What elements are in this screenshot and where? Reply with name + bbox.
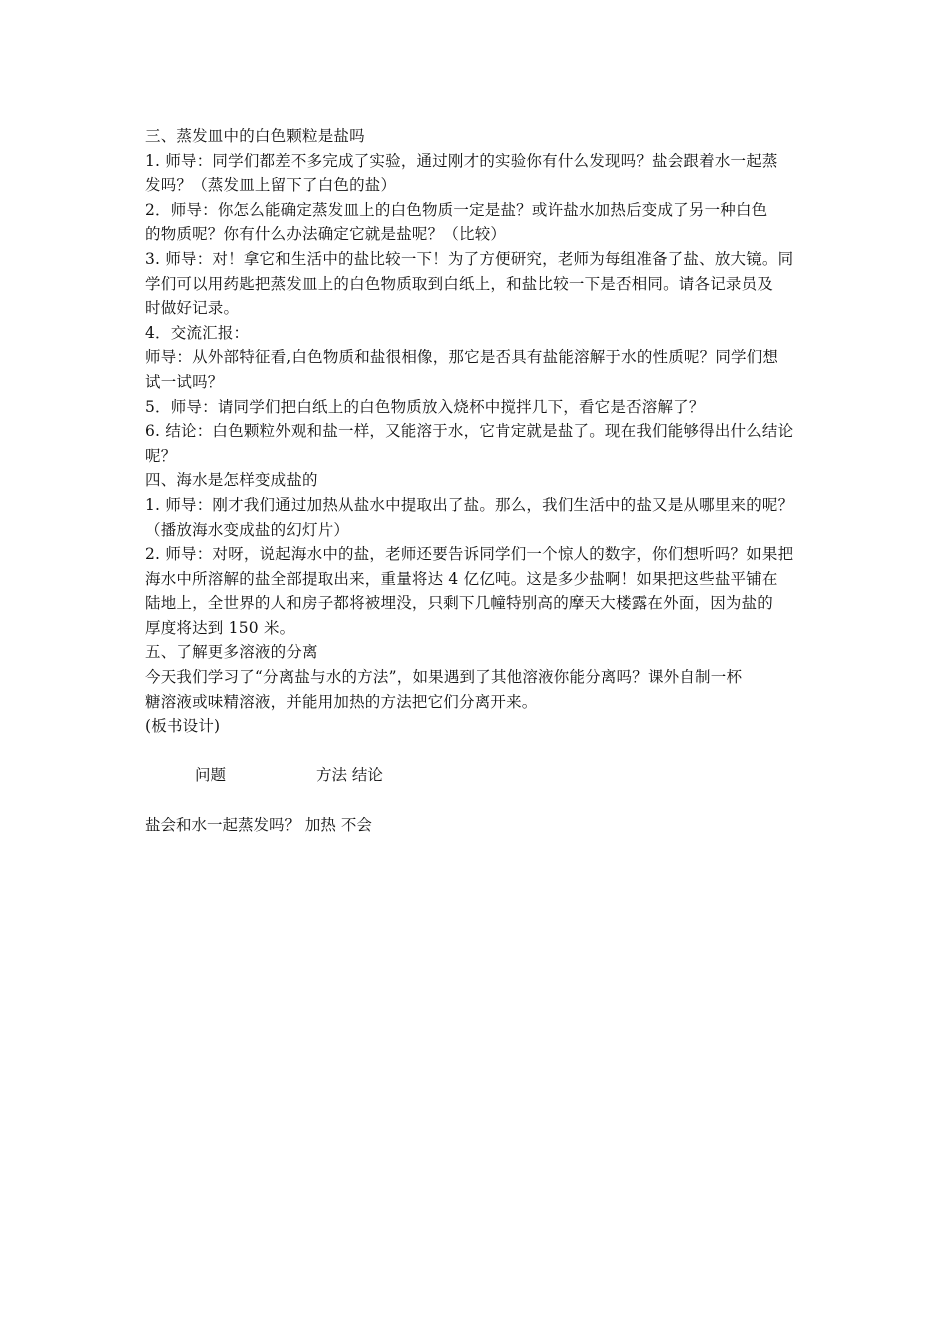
paragraph-line: 今天我们学习了“分离盐与水的方法”，如果遇到了其他溶液你能分离吗？课外自制一杯 — [145, 668, 743, 687]
board-table-row: 盐会和水一起蒸发吗？ 加热 不会 — [145, 815, 372, 834]
paragraph-line: （播放海水变成盐的幻灯片） — [145, 520, 350, 539]
paragraph-line: 糖溶液或味精溶液，并能用加热的方法把它们分离开来。 — [145, 692, 538, 711]
paragraph-line: 海水中所溶解的盐全部提取出来，重量将达 4 亿亿吨。这是多少盐啊！如果把这些盐平铺在 — [145, 569, 778, 588]
paragraph-line: 厚度将达到 150 米。 — [145, 618, 296, 637]
blank-line — [145, 739, 815, 763]
paragraph-line: 5．师导：请同学们把白纸上的白色物质放入烧杯中搅拌几下，看它是否溶解了？ — [145, 397, 705, 416]
paragraph-line: 试一试吗？ — [145, 372, 224, 391]
paragraph-line: 发吗？（蒸发皿上留下了白色的盐） — [145, 176, 397, 195]
paragraph-line: 师导：从外部特征看,白色物质和盐很相像，那它是否具有盐能溶解于水的性质呢？同学们想 — [145, 348, 779, 367]
paragraph-line: 4．交流汇报： — [145, 323, 250, 342]
paragraph-line: 1. 师导：刚才我们通过加热从盐水中提取出了盐。那么，我们生活中的盐又是从哪里来的呢？ — [145, 495, 794, 514]
document-body — [145, 124, 815, 837]
section-heading-4: 四、海水是怎样变成盐的 — [145, 471, 318, 490]
paragraph-line: 6. 结论：白色颗粒外观和盐一样，又能溶于水，它肯定就是盐了。现在我们能够得出什么结论 — [145, 422, 794, 441]
header-question: 问题 — [195, 765, 227, 784]
paragraph-line: 时做好记录。 — [145, 299, 240, 318]
paragraph-line: 2．师导：你怎么能确定蒸发皿上的白色物质一定是盐？或许盐水加热后变成了另一种白色 — [145, 200, 768, 219]
paragraph-line: 1. 师导：同学们都差不多完成了实验，通过刚才的实验你有什么发现吗？盐会跟着水一起蒸 — [145, 151, 778, 170]
board-table-header — [145, 763, 815, 789]
paragraph-line: 呢？ — [145, 446, 177, 465]
board-design-label: (板书设计) — [145, 717, 221, 736]
section-heading-5: 五、了解更多溶液的分离 — [145, 643, 318, 662]
section-heading-3: 三、蒸发皿中的白色颗粒是盐吗 — [145, 127, 365, 145]
header-method-conclusion: 方法 结论 — [316, 765, 383, 784]
paragraph-line: 2. 师导：对呀，说起海水中的盐，老师还要告诉同学们一个惊人的数字，你们想听吗？如果把 — [145, 545, 794, 564]
blank-line — [145, 789, 815, 813]
paragraph-line: 学们可以用药匙把蒸发皿上的白色物质取到白纸上，和盐比较一下是否相同。请各记录员及 — [145, 274, 774, 293]
paragraph-line: 3. 师导：对！拿它和生活中的盐比较一下！为了方便研究，老师为每组准备了盐、放大镜。同 — [145, 249, 794, 268]
paragraph-line: 的物质呢？你有什么办法确定它就是盐呢？（比较） — [145, 225, 507, 244]
paragraph-line: 陆地上，全世界的人和房子都将被埋没，只剩下几幢特别高的摩天大楼露在外面，因为盐的 — [145, 594, 774, 613]
